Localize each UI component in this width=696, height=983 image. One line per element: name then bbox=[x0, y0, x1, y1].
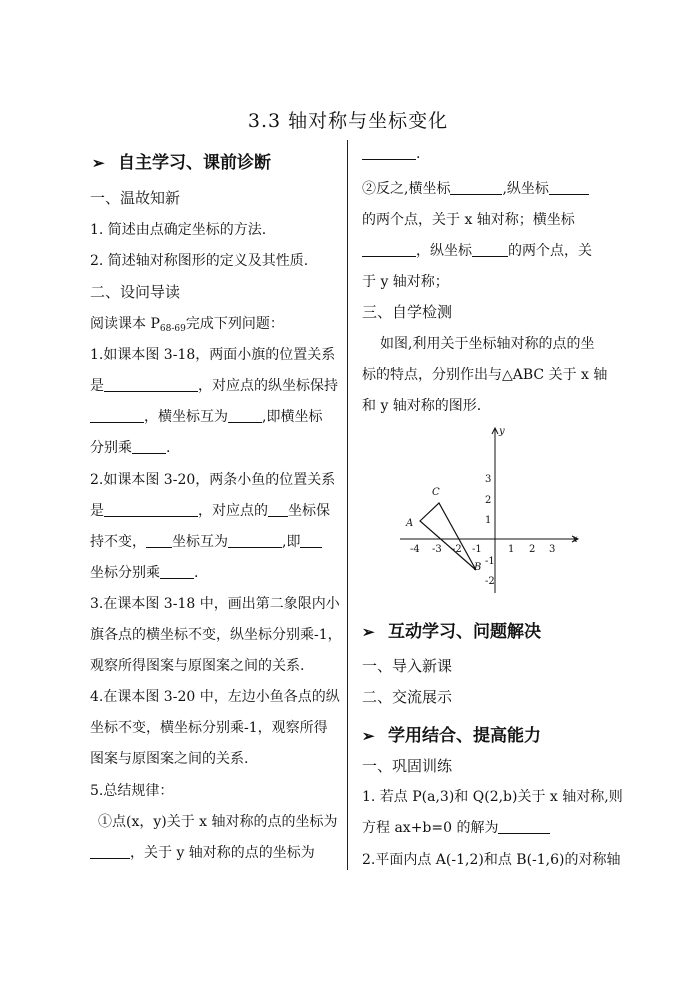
blank bbox=[300, 533, 322, 548]
question-4-line-3: 图案与原图案之间的关系. bbox=[90, 751, 249, 767]
point-b-label: B bbox=[474, 562, 482, 573]
rule-2-line-3: ，纵坐标 的两个点，关 bbox=[362, 240, 592, 260]
section-heading-application: ➢ 学用结合、提高能力 bbox=[362, 726, 541, 746]
self-check-line-2: 标的特点，分别作出与△ABC 关于 x 轴 bbox=[362, 367, 608, 383]
review-item-2: 2. 简述轴对称图形的定义及其性质. bbox=[90, 253, 309, 269]
practice-2-line-1: 2.平面内点 A(-1,2)和点 B(-1,6)的对称轴 bbox=[362, 852, 621, 868]
question-2-line-3: 持不变， 坐标互为 ,即 bbox=[90, 531, 322, 551]
x-axis-label: x bbox=[572, 534, 578, 545]
self-check-line-1: 如图,利用关于坐标轴对称的点的坐 bbox=[380, 336, 595, 352]
y-tick-label: 3 bbox=[485, 474, 492, 485]
point-a-label: A bbox=[406, 518, 414, 529]
blank bbox=[90, 408, 144, 423]
y-tick-label: -2 bbox=[485, 576, 495, 587]
question-2-line-4: 坐标分别乘 . bbox=[90, 565, 199, 581]
blank bbox=[498, 819, 550, 834]
question-1-line-1: 1.如课本图 3-18，两面小旗的位置关系 bbox=[90, 347, 336, 363]
blank bbox=[146, 533, 172, 548]
coordinate-figure bbox=[392, 418, 592, 598]
practice-1-line-1: 1. 若点 P(a,3)和 Q(2,b)关于 x 轴对称,则 bbox=[362, 789, 623, 805]
section-heading-interactive: ➢ 互动学习、问题解决 bbox=[362, 622, 541, 642]
question-5-heading: 5.总结规律： bbox=[90, 783, 174, 799]
y-tick-label: -1 bbox=[485, 556, 495, 567]
arrow-bullet-icon: ➢ bbox=[362, 727, 375, 745]
blank bbox=[450, 180, 502, 195]
y-tick-label: 1 bbox=[485, 515, 492, 526]
x-tick-label: 1 bbox=[508, 544, 515, 555]
column-divider bbox=[347, 140, 348, 870]
x-tick-label: -4 bbox=[410, 544, 420, 555]
x-tick-label: 2 bbox=[529, 544, 536, 555]
rule-1-line-1: ①点(x，y)关于 x 轴对称的点的坐标为 bbox=[98, 814, 338, 830]
rule-2-line-1: ②反之,横坐标 ,纵坐标 bbox=[362, 178, 589, 198]
self-check-line-3: 和 y 轴对称的图形. bbox=[362, 398, 482, 414]
heading-intro: 一、导入新课 bbox=[362, 657, 453, 675]
question-4-line-1: 4.在课本图 3-20 中，左边小鱼各点的纵 bbox=[90, 689, 340, 705]
rule-2-line-4: 于 y 轴对称； bbox=[362, 274, 449, 290]
blank bbox=[472, 242, 508, 257]
arrow-bullet-icon: ➢ bbox=[362, 623, 375, 641]
blank bbox=[228, 533, 282, 548]
x-tick-label: -2 bbox=[452, 544, 462, 555]
question-1-line-3: ，横坐标互为 ,即横坐标 bbox=[90, 406, 322, 426]
blank bbox=[268, 502, 288, 517]
question-1-line-4: 分别乘 . bbox=[90, 440, 171, 456]
rule-1-line-2: ，关于 y 轴对称的点的坐标为 bbox=[90, 842, 315, 862]
question-2-line-1: 2.如课本图 3-20，两条小鱼的位置关系 bbox=[90, 472, 336, 488]
arrow-bullet-icon: ➢ bbox=[92, 154, 105, 172]
blank bbox=[160, 564, 194, 579]
heading-practice: 一、巩固训练 bbox=[362, 757, 453, 775]
y-axis-label: y bbox=[499, 426, 505, 437]
blank bbox=[362, 145, 416, 160]
question-4-line-2: 坐标不变，横坐标分别乘-1，观察所得 bbox=[90, 720, 328, 736]
blank bbox=[132, 439, 166, 454]
point-c-label: C bbox=[432, 487, 440, 498]
y-tick-label: 2 bbox=[485, 495, 492, 506]
blank bbox=[90, 844, 130, 859]
blank bbox=[104, 377, 198, 392]
rule-2-line-2: 的两个点，关于 x 轴对称；横坐标 bbox=[362, 212, 575, 228]
question-2-line-2: 是 ，对应点的 坐标保 bbox=[90, 503, 330, 519]
reading-instruction: 阅读课本 $P_{68-69}$完成下列问题： bbox=[90, 316, 284, 334]
rule-1-line-3: . bbox=[362, 145, 420, 162]
section-heading-self-study: ➢ 自主学习、课前诊断 bbox=[92, 153, 271, 173]
x-tick-label: -1 bbox=[472, 544, 482, 555]
heading-self-check: 三、自学检测 bbox=[362, 303, 453, 321]
question-3-line-2: 旗各点的横坐标不变，纵坐标分别乘-1， bbox=[90, 627, 342, 643]
heading-guide: 二、设问导读 bbox=[90, 283, 181, 301]
heading-review: 一、温故知新 bbox=[90, 189, 181, 207]
blank bbox=[549, 180, 589, 195]
practice-1-line-2: 方程 ax+b=0 的解为 bbox=[362, 817, 550, 837]
blank bbox=[104, 502, 198, 517]
question-3-line-1: 3.在课本图 3-18 中，画出第二象限内小 bbox=[90, 596, 340, 612]
review-item-1: 1. 简述由点确定坐标的方法. bbox=[90, 222, 267, 238]
page-title: 3.3 轴对称与坐标变化 bbox=[247, 110, 449, 132]
x-tick-label: 3 bbox=[549, 544, 556, 555]
heading-exchange: 二、交流展示 bbox=[362, 688, 453, 706]
x-tick-label: -3 bbox=[432, 544, 442, 555]
blank bbox=[228, 408, 262, 423]
question-3-line-3: 观察所得图案与原图案之间的关系. bbox=[90, 658, 305, 674]
blank bbox=[362, 242, 416, 257]
question-1-line-2: 是 ，对应点的纵坐标保持 bbox=[90, 378, 338, 394]
triangle-abc bbox=[420, 503, 476, 570]
